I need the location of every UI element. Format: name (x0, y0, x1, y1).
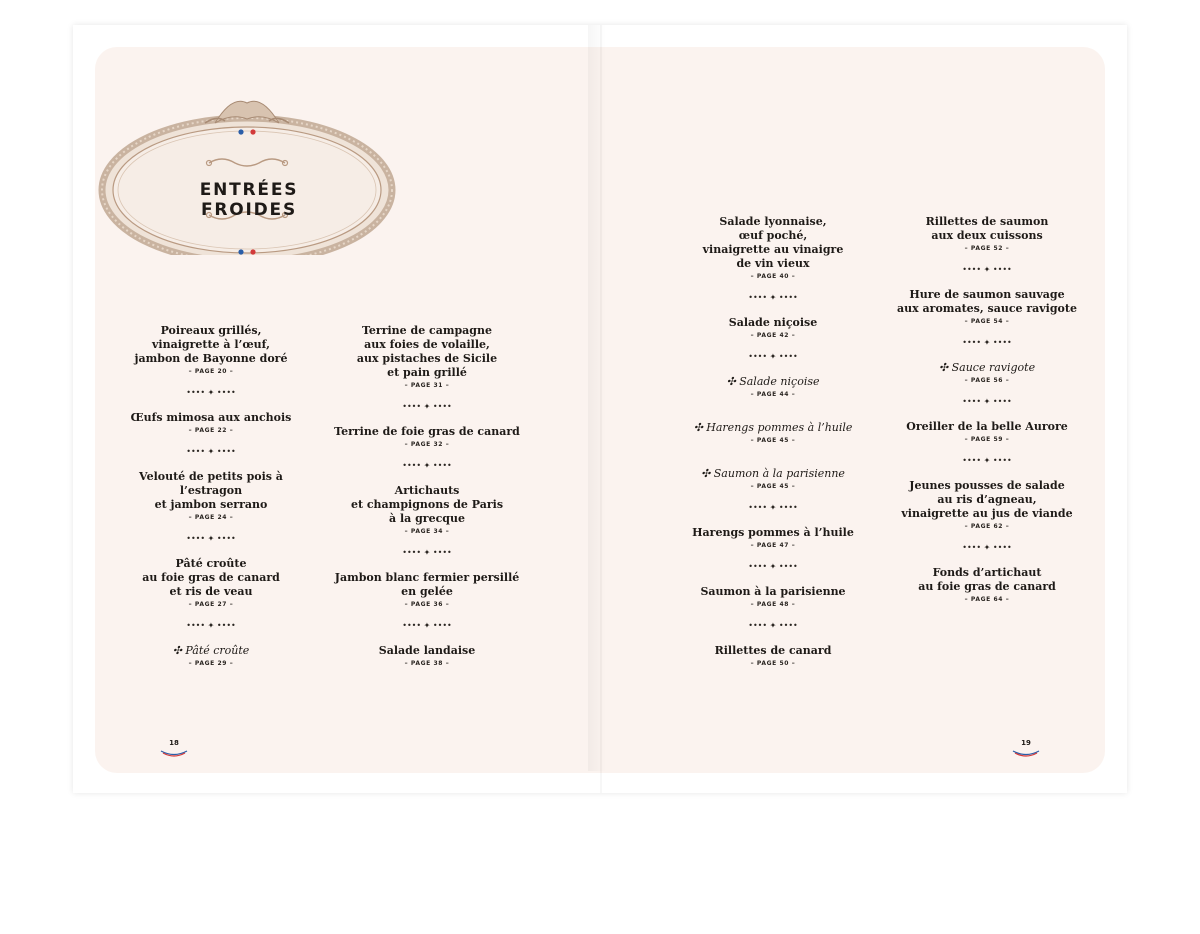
ornamental-frame (97, 75, 397, 255)
page-number-right (1011, 739, 1041, 757)
separator-ornament: •••• ✦ •••• (748, 562, 798, 571)
recipe-entry (673, 316, 873, 339)
menu-column-right-2 (887, 215, 1087, 603)
recipe-title: Velouté de petits pois à l’estragon et jambon serrano (139, 470, 283, 511)
recipe-entry (111, 411, 311, 434)
page-reference: – PAGE 20 – (188, 368, 234, 375)
recipe-title: Terrine de foie gras de canard (334, 425, 520, 438)
recipe-title: Salade niçoise (728, 316, 818, 329)
recipe-entry (327, 425, 527, 448)
tricolor-flourish-icon (159, 749, 189, 757)
separator-ornament: •••• ✦ •••• (402, 548, 452, 557)
page-reference: – PAGE 42 – (750, 332, 796, 339)
recipe-entry (327, 324, 527, 389)
recipe-entry (887, 288, 1087, 325)
page-reference: – PAGE 29 – (188, 660, 234, 667)
recipe-title: Jambon blanc fermier persillé en gelée (334, 571, 520, 598)
page-reference: – PAGE 31 – (404, 382, 450, 389)
page-reference: – PAGE 59 – (964, 436, 1010, 443)
recipe-title: Saumon à la parisienne (700, 585, 846, 598)
recipe-entry (673, 585, 873, 608)
page-reference: – PAGE 47 – (750, 542, 796, 549)
recipe-entry (327, 644, 527, 667)
page-reference: – PAGE 52 – (964, 245, 1010, 252)
separator-ornament: •••• ✦ •••• (186, 621, 236, 630)
page-reference: – PAGE 50 – (750, 660, 796, 667)
separator-ornament: •••• ✦ •••• (186, 388, 236, 397)
separator-ornament: •••• ✦ •••• (402, 402, 452, 411)
sub-recipe-entry (111, 644, 311, 667)
recipe-title: Rillettes de saumon aux deux cuissons (925, 215, 1049, 242)
recipe-entry (327, 571, 527, 608)
spine (600, 25, 602, 793)
recipe-title: ✣ Pâté croûte (172, 644, 250, 657)
separator-ornament: •••• ✦ •••• (962, 543, 1012, 552)
page-reference: – PAGE 45 – (750, 483, 796, 490)
separator-ornament (673, 404, 873, 416)
separator-ornament: •••• ✦ •••• (962, 338, 1012, 347)
page-reference: – PAGE 27 – (188, 601, 234, 608)
recipe-entry (887, 215, 1087, 252)
page-reference: – PAGE 48 – (750, 601, 796, 608)
recipe-title: ✣ Salade niçoise (726, 375, 820, 388)
recipe-entry (887, 566, 1087, 603)
recipe-entry (673, 526, 873, 549)
menu-column-right-1 (673, 215, 873, 667)
tricolor-flourish-icon (1011, 749, 1041, 757)
recipe-entry (111, 470, 311, 521)
recipe-entry (887, 479, 1087, 530)
folio-number: 19 (1021, 739, 1031, 747)
page-reference: – PAGE 40 – (750, 273, 796, 280)
separator-ornament: •••• ✦ •••• (748, 621, 798, 630)
recipe-title: Rillettes de canard (714, 644, 832, 657)
recipe-entry (887, 420, 1087, 443)
separator-ornament: •••• ✦ •••• (748, 352, 798, 361)
recipe-title: Oreiller de la belle Aurore (906, 420, 1068, 433)
page-reference: – PAGE 38 – (404, 660, 450, 667)
page-reference: – PAGE 24 – (188, 514, 234, 521)
recipe-entry (673, 215, 873, 280)
page-reference: – PAGE 36 – (404, 601, 450, 608)
separator-ornament: •••• ✦ •••• (186, 447, 236, 456)
menu-column-left-2 (327, 324, 527, 667)
recipe-title: ✣ Saumon à la parisienne (701, 467, 845, 480)
separator-ornament: •••• ✦ •••• (402, 621, 452, 630)
recipe-title: Terrine de campagne aux foies de volaille, aux pistaches de Sicile et pain grillé (356, 324, 498, 379)
folio-number: 18 (169, 739, 179, 747)
separator-ornament (673, 450, 873, 462)
menu-column-left-1 (111, 324, 311, 667)
recipe-title: Poireaux grillés, vinaigrette à l’œuf, jambon de Bayonne doré (134, 324, 288, 365)
page-reference: – PAGE 45 – (750, 437, 796, 444)
recipe-title: Pâté croûte au foie gras de canard et ris de veau (142, 557, 280, 598)
page-reference: – PAGE 56 – (964, 377, 1010, 384)
recipe-title: Jeunes pousses de salade au ris d’agneau, vinaigrette au jus de viande (901, 479, 1073, 520)
recipe-title: Fonds d’artichaut au foie gras de canard (918, 566, 1056, 593)
sub-recipe-entry (673, 421, 873, 444)
recipe-entry (673, 644, 873, 667)
sub-recipe-entry (673, 375, 873, 398)
recipe-title: Salade lyonnaise, œuf poché, vinaigrette au vinaigre de vin vieux (702, 215, 844, 270)
page-reference: – PAGE 22 – (188, 427, 234, 434)
page-reference: – PAGE 64 – (964, 596, 1010, 603)
separator-ornament: •••• ✦ •••• (962, 456, 1012, 465)
sub-recipe-entry (673, 467, 873, 490)
separator-ornament: •••• ✦ •••• (402, 461, 452, 470)
recipe-entry (111, 557, 311, 608)
gutter-shadow (588, 25, 618, 771)
separator-ornament: •••• ✦ •••• (962, 265, 1012, 274)
page-reference: – PAGE 44 – (750, 391, 796, 398)
recipe-title: Salade landaise (378, 644, 476, 657)
recipe-title: ✣ Harengs pommes à l’huile (693, 421, 853, 434)
sub-recipe-entry (887, 361, 1087, 384)
recipe-title: Œufs mimosa aux anchois (130, 411, 292, 424)
recipe-title: Hure de saumon sauvage aux aromates, sauce ravigote (897, 288, 1077, 315)
recipe-title: Harengs pommes à l’huile (692, 526, 854, 539)
page-reference: – PAGE 32 – (404, 441, 450, 448)
separator-ornament: •••• ✦ •••• (748, 503, 798, 512)
page-reference: – PAGE 62 – (964, 523, 1010, 530)
separator-ornament: •••• ✦ •••• (748, 293, 798, 302)
page-reference: – PAGE 54 – (964, 318, 1010, 325)
separator-ornament: •••• ✦ •••• (962, 397, 1012, 406)
page-number-left (159, 739, 189, 757)
recipe-title: ✣ Sauce ravigote (938, 361, 1036, 374)
recipe-entry (111, 324, 311, 375)
separator-ornament: •••• ✦ •••• (186, 534, 236, 543)
recipe-entry (327, 484, 527, 535)
page-reference: – PAGE 34 – (404, 528, 450, 535)
recipe-title: Artichauts et champignons de Paris à la grecque (350, 484, 504, 525)
section-title: ENTRÉES FROIDES (199, 180, 299, 220)
